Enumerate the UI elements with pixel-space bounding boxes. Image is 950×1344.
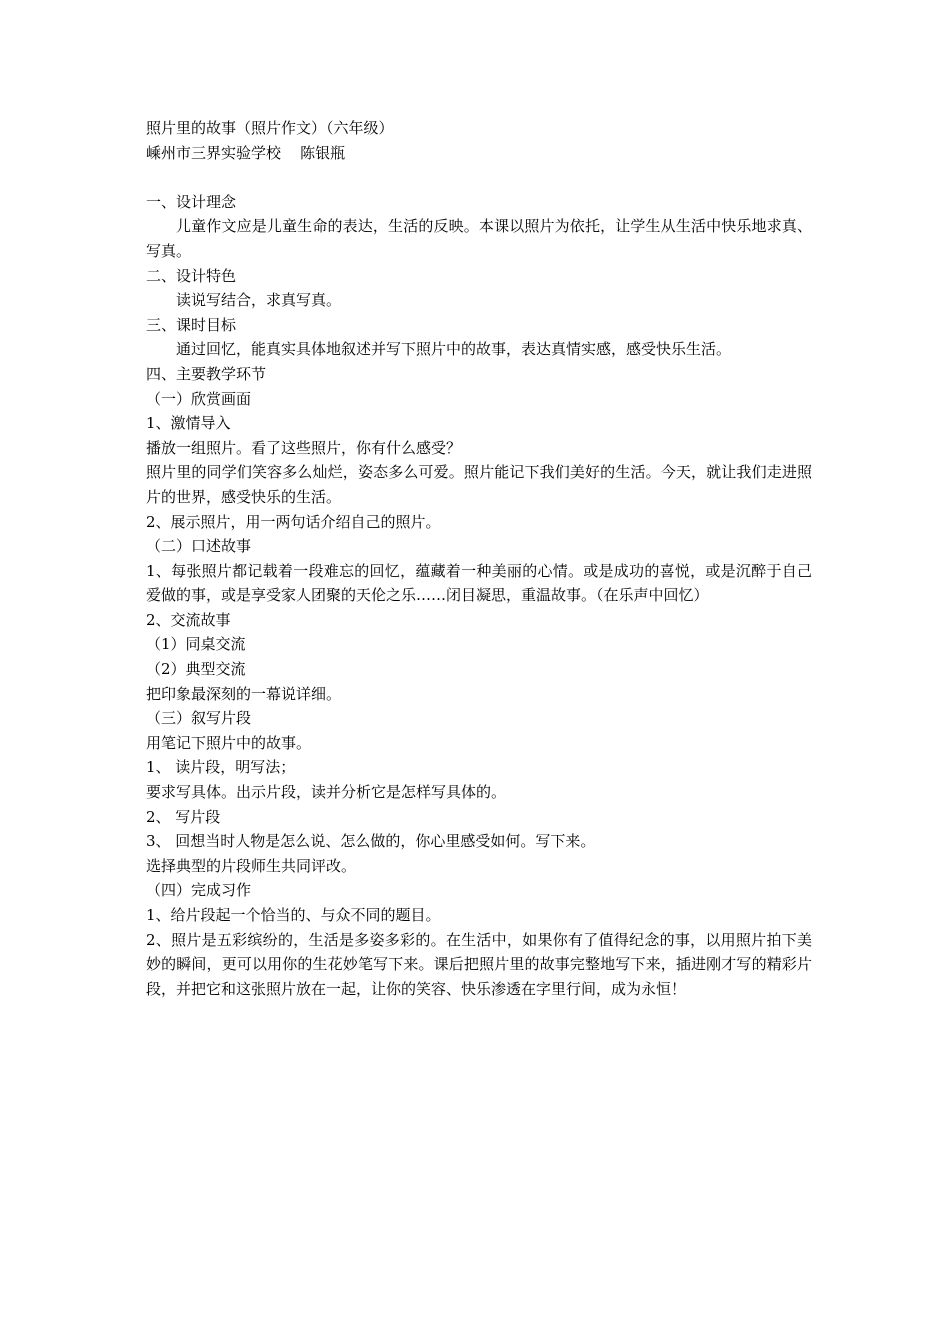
part1-paragraph1: 播放一组照片。看了这些照片，你有什么感受？: [146, 438, 462, 457]
design-features-text: 读说写结合，求真写真。: [176, 291, 342, 310]
design-concept-text: 儿童作文应是儿童生命的表达，生活的反映。本课以照片为依托，让学生从生活中快乐地求真、写真。: [146, 217, 812, 260]
part3-item1: 1、 读片段，明写法；: [146, 758, 296, 777]
part1-heading: （一）欣赏画面: [146, 389, 252, 408]
part2-item2: 2、交流故事: [146, 610, 231, 629]
document-author: 嵊州市三界实验学校 陈银瓶: [146, 143, 346, 162]
part3-paragraph1: 用笔记下照片中的故事。: [146, 733, 312, 752]
document-page: [146, 116, 812, 1001]
part2-heading: （二）口述故事: [146, 537, 252, 556]
blank-line: [146, 165, 812, 190]
part2-sub1: （1）同桌交流: [146, 635, 246, 654]
part3-paragraph2: 要求写具体。出示片段，读并分析它是怎样写具体的。: [146, 783, 507, 802]
part3-item2: 2、 写片段: [146, 807, 221, 826]
part4-item2: 2、照片是五彩缤纷的，生活是多姿多彩的。在生活中，如果你有了值得纪念的事，以用照片拍下美妙的瞬间，更可以用你的生花妙笔写下来。课后把照片里的故事完整地写下来，插进刚才写的精彩片段，并把它和这张照片放在一起，让你的笑容、快乐渗透在字里行间，成为永恒！: [146, 930, 812, 998]
section-heading-design-features: 二、设计特色: [146, 266, 237, 285]
part3-paragraph3: 选择典型的片段师生共同评改。: [146, 856, 357, 875]
part1-item2: 2、展示照片，用一两句话介绍自己的照片。: [146, 512, 441, 531]
part2-sub2: （2）典型交流: [146, 660, 246, 679]
document-title: 照片里的故事（照片作文）（六年级）: [146, 119, 394, 137]
part4-item1: 1、给片段起一个恰当的、与众不同的题目。: [146, 906, 441, 924]
section-heading-design-concept: 一、设计理念: [146, 192, 237, 211]
part2-item1: 1、每张照片都记载着一段难忘的回忆，蕴藏着一种美丽的心情。或是成功的喜悦，或是沉醉于自己爱做的事，或是享受家人团聚的天伦之乐……闭目凝思，重温故事。（在乐声中回忆）: [146, 561, 812, 605]
section-heading-teaching-steps: 四、主要教学环节: [146, 364, 267, 383]
section-heading-lesson-goals: 三、课时目标: [146, 315, 237, 334]
part4-heading: （四）完成习作: [146, 881, 252, 900]
part1-item1: 1、激情导入: [146, 414, 231, 433]
part3-item3: 3、 回想当时人物是怎么说、怎么做的，你心里感受如何。写下来。: [146, 832, 596, 851]
part3-heading: （三）叙写片段: [146, 709, 252, 728]
part2-paragraph1: 把印象最深刻的一幕说详细。: [146, 684, 342, 703]
lesson-goals-text: 通过回忆，能真实具体地叙述并写下照片中的故事，表达真情实感，感受快乐生活。: [176, 340, 732, 359]
part1-paragraph2: 照片里的同学们笑容多么灿烂，姿态多么可爱。照片能记下我们美好的生活。今天，就让我们走进照片的世界，感受快乐的生活。: [146, 463, 812, 506]
